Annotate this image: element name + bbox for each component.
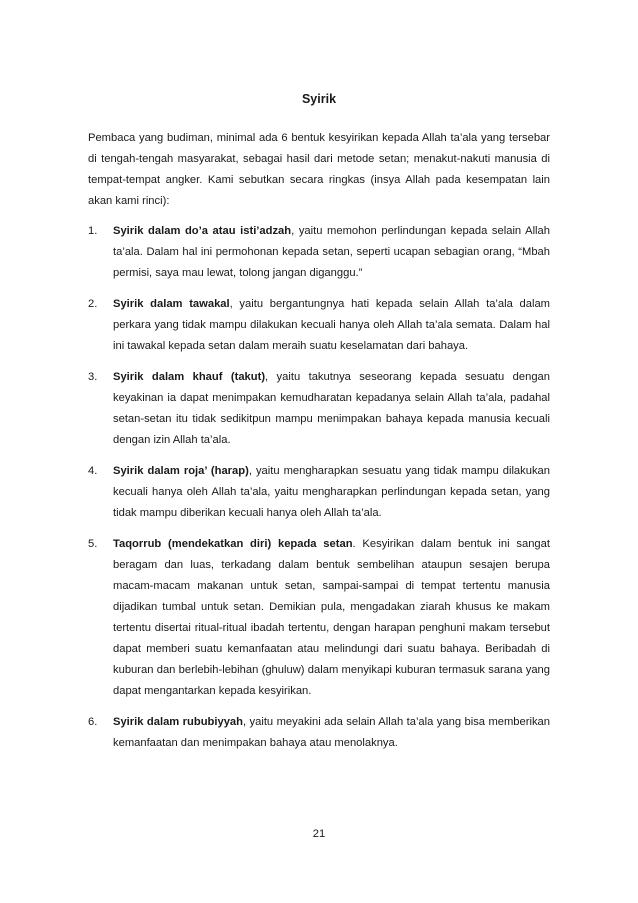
list-item — [88, 294, 550, 357]
intro-paragraph: Pembaca yang budiman, minimal ada 6 bentuk kesyirikan kepada Allah ta’ala yang tersebar di tengah-tengah masyarakat, sebagai hasil dari metode setan; menakut-nakuti manusia di tempat-tempat angker. Kami sebutkan secara ringkas (insya Allah pada kesempatan lain akan kami rinci): — [88, 132, 550, 207]
list-item-text: , yaitu mengharapkan sesuatu yang tidak mampu dilakukan kecuali hanya oleh Allah ta’ala, yaitu mengharapkan perlindungan kepada setan, yang tidak mampu diberikan kecuali hanya oleh Allah ta’ala. — [113, 465, 551, 519]
page-number: 21 — [312, 828, 326, 840]
list-item-number: 5. — [88, 538, 98, 550]
list-item-text: , yaitu bergantungnya hati kepada selain Allah ta’ala dalam perkara yang tidak mampu dilakukan kecuali hanya oleh Allah ta’ala semata. Dalam hal ini tawakal kepada setan dalam meraih suatu keselamatan dari bahaya. — [113, 298, 550, 352]
list-item-term: Taqorrub (mendekatkan diri) kepada setan — [113, 538, 353, 550]
list-item — [88, 367, 550, 451]
syirik-list — [88, 221, 550, 754]
list-item-text: , yaitu memohon perlindungan kepada selain Allah ta’ala. Dalam hal ini permohonan kepada setan, seperti ucapan sebagian orang, “Mbah permisi, saya mau lewat, tolong jangan diganggu.” — [113, 225, 550, 279]
list-item-term: Syirik dalam tawakal — [113, 298, 230, 310]
list-item-text: . Kesyirikan dalam bentuk ini sangat beragam dan luas, terkadang dalam bentuk sembelihan ataupun sesajen berupa macam-macam makanan untuk setan, sampai-sampai di tempat tertentu manusia dijadikan tumbal untuk setan. Demikian pula, mengadakan ziarah khusus ke makam tertentu disertai ritual-ritual ibadah tertentu, dengan harapan penghuni makam tersebut dapat memberi suatu kemanfaatan atau melindungi dari suatu bahaya. Beribadah di kuburan dan berlebih-lebihan (ghuluw) dalam menyikapi kuburan termasuk sarana yang dapat mengantarkan kepada kesyirikan. — [113, 538, 550, 697]
list-item-term: Syirik dalam roja’ (harap) — [113, 465, 249, 477]
page-title: Syirik — [301, 92, 337, 106]
list-item-number: 2. — [88, 298, 98, 310]
document-body — [88, 128, 550, 764]
list-item-text: , yaitu meyakini ada selain Allah ta’ala yang bisa memberikan kemanfaatan dan menimpakan bahaya atau menolaknya. — [113, 716, 550, 749]
list-item-term: Syirik dalam khauf (takut) — [113, 371, 266, 383]
list-item-term: Syirik dalam rububiyyah — [113, 716, 243, 728]
list-item — [88, 461, 550, 524]
list-item — [88, 712, 550, 754]
list-item — [88, 534, 550, 702]
list-item-number: 1. — [88, 225, 98, 237]
list-item-number: 3. — [88, 371, 98, 383]
list-item-text: , yaitu takutnya seseorang kepada sesuatu dengan keyakinan ia dapat menimpakan kemudharatan kepadanya selain Allah ta’ala, padahal setan-setan itu tidak sedikitpun mampu menimpakan bahaya kepada manusia kecuali dengan izin Allah ta’ala. — [113, 371, 550, 446]
list-item-number: 4. — [88, 465, 98, 477]
list-item-term: Syirik dalam do’a atau isti’adzah — [113, 225, 292, 237]
list-item-number: 6. — [88, 716, 98, 728]
list-item — [88, 221, 550, 284]
